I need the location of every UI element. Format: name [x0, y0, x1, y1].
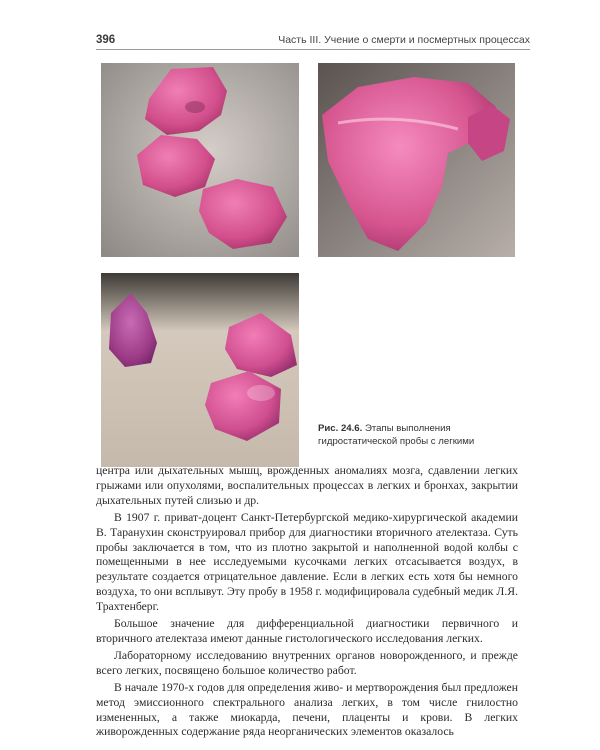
- header-rule: [96, 49, 530, 50]
- figure-photo-2: [318, 63, 515, 257]
- figure-photo-1: [101, 63, 299, 257]
- figure-photo-3: [101, 273, 299, 467]
- body-text: [96, 464, 518, 740]
- paragraph-3: Большое значение для дифференциальной диагностики первичного и вторичного ателектаза имеют данные гистологического исследования легких.: [96, 617, 518, 645]
- paragraph-5: В начале 1970-х годов для определения живо- и мертворождения был предложен метод эмиссионного спектрального анализа легких, в том числе гнилостно измененных, а также миокарда, печени, плаценты и крови. В легких живорожденных содержание ряда неорганических элементов оказалось: [96, 680, 518, 739]
- figure-caption-text: Этапы выполнения гидростатической пробы с легкими: [318, 423, 475, 447]
- paragraph-1: центра или дыхательных мышц, врожденных аномалиях мозга, сдавлении легких грыжами или опухолями, воспалительных процессах в легких и бронхах, закрытии дыхательных путей слизью и др.: [96, 464, 518, 507]
- paragraph-2: В 1907 г. приват-доцент Санкт-Петербургской медико-хирургической академии В. Таранухин сконструировал прибор для диагностики вторичного ателектаза. Суть пробы заключается в том, что из плотно закрытой и наполненной водой колбы с помещенными в нее исследуемыми кусочками легких отсасывается воздух, в результате создается отрицательное давление. Если в легких есть хотя бы немного воздуха, то они всплывут. Эту пробу в 1958 г. модифицировала судебный медик Л.Я. Трахтенберг.: [96, 510, 518, 614]
- paragraph-4: Лабораторному исследованию внутренних органов новорожденного, и прежде всего легких, посвящено большое количество работ.: [96, 648, 518, 677]
- figure-label: Рис. 24.6.: [318, 423, 363, 434]
- figure-caption: [318, 422, 518, 448]
- running-head: Часть III. Учение о смерти и посмертных процессах: [278, 34, 530, 46]
- page-number: 396: [96, 34, 116, 46]
